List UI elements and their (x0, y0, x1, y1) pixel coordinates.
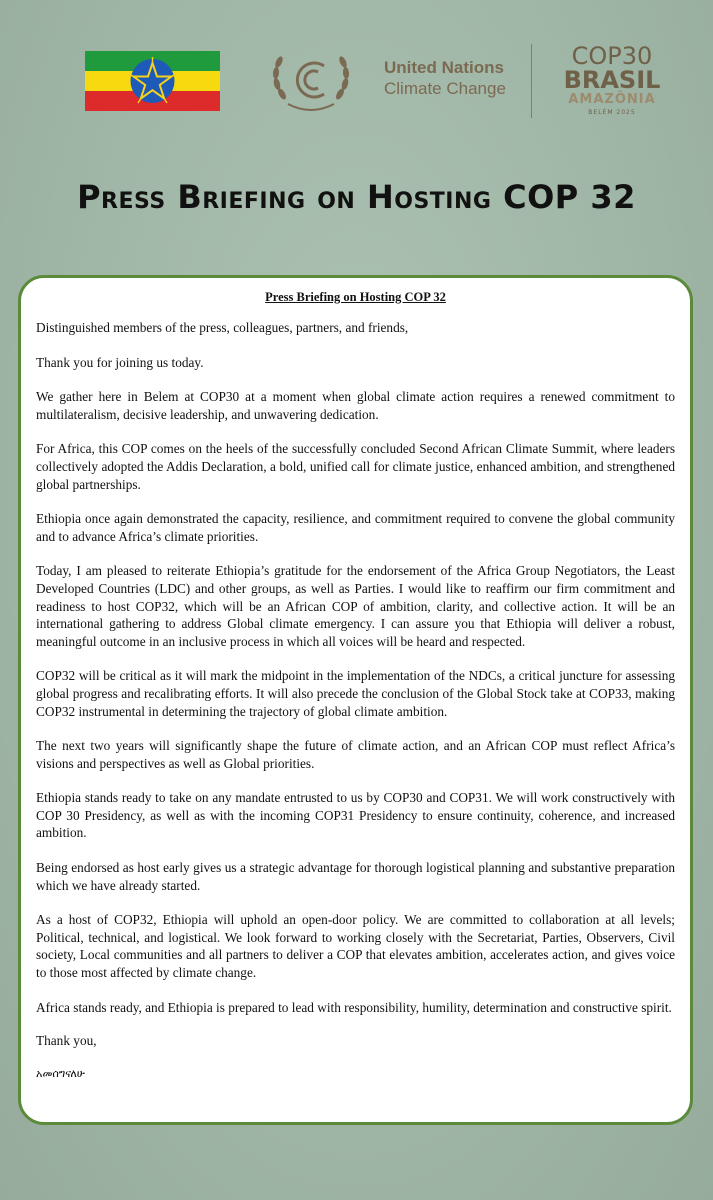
ethiopia-flag (85, 51, 220, 111)
paragraph: As a host of COP32, Ethiopia will uphold an open-door policy. We are committed to collaboration at all levels; Political, technical, and logistical. We look forward to working closely with the Secretariat, Parties, Observers, Civil society, Local communities and all partners to deliver a COP that elevates ambition, accelerates action, and gives voice to those most affected by climate change. (36, 912, 675, 981)
un-line2: Climate Change (384, 79, 506, 98)
document-title: Press Briefing on Hosting COP 32 (265, 290, 446, 304)
paragraph: The next two years will significantly shape the future of climate action, and an African COP must reflect Africa’s visions and perspectives as well as Global priorities. (36, 738, 675, 771)
paragraph: We gather here in Belem at COP30 at a moment when global climate action requires a renewed commitment to multilateralism, decisive leadership, and unwavering dedication. (36, 389, 675, 422)
header (0, 0, 713, 160)
amharic-signoff: አመሰግናለሁ (36, 1066, 85, 1080)
un-climate-emblem-icon (266, 44, 356, 116)
cop30-logo (560, 44, 664, 117)
cop-line4: BELÉM 2025 (588, 109, 636, 116)
paragraph: COP32 will be critical as it will mark the midpoint in the implementation of the NDCs, a critical juncture for assessing global progress and recalibrating efforts. It will also precede the conclusion of the Global Stock take at COP33, making COP32 instrumental in determining the trajectory of global climate ambition. (36, 668, 675, 719)
paragraph: Distinguished members of the press, colleagues, partners, and friends, (36, 320, 409, 335)
signoff: Thank you, (36, 1033, 97, 1049)
flag-emblem-icon (85, 51, 220, 111)
un-line1: United Nations (384, 58, 504, 77)
document-card (18, 275, 693, 1125)
paragraph: Ethiopia stands ready to take on any mandate entrusted to us by COP30 and COP31. We will work constructively with COP 30 Presidency, as well as with the incoming COP31 Presidency to ensure continuity, coherence, and increased ambition. (36, 790, 675, 841)
paragraph: Ethiopia once again demonstrated the capacity, resilience, and commitment required to convene the global community and to advance Africa’s climate priorities. (36, 511, 675, 544)
cop-line3: AMAZÔNIA (568, 92, 656, 107)
header-divider (531, 44, 532, 118)
paragraph: Being endorsed as host early gives us a strategic advantage for thorough logistical planning and substantive preparation which we have already started. (36, 860, 675, 893)
paragraph: For Africa, this COP comes on the heels of the successfully concluded Second African Climate Summit, where leaders collectively adopted the Addis Declaration, a bold, unified call for climate justice, enhanced ambition, and strengthened global partnerships. (36, 441, 675, 492)
cop-line2: BRASIL (563, 66, 661, 94)
paragraph: Today, I am pleased to reiterate Ethiopia’s gratitude for the endorsement of the Africa Group Negotiators, the Least Developed Countries (LDC) and other groups, as well as Parties. I would like to reaffirm our firm commitment and readiness to host COP32, which will be an African COP of ambition, clarity, and collective action. It will be an international gathering to address Global climate emergency. I can assure you that Ethiopia will deliver a robust, meaningful outcome in an inclusive process in which all voices will be heard and respected. (36, 563, 675, 649)
page-title: Press Briefing on Hosting COP 32 (77, 178, 636, 216)
cop-line1: COP30 (571, 42, 653, 70)
un-climate-change-wordmark (384, 58, 506, 100)
paragraph: Africa stands ready, and Ethiopia is prepared to lead with responsibility, humility, determination and constructive spirit. (36, 999, 672, 1015)
paragraph: Thank you for joining us today. (36, 354, 204, 370)
